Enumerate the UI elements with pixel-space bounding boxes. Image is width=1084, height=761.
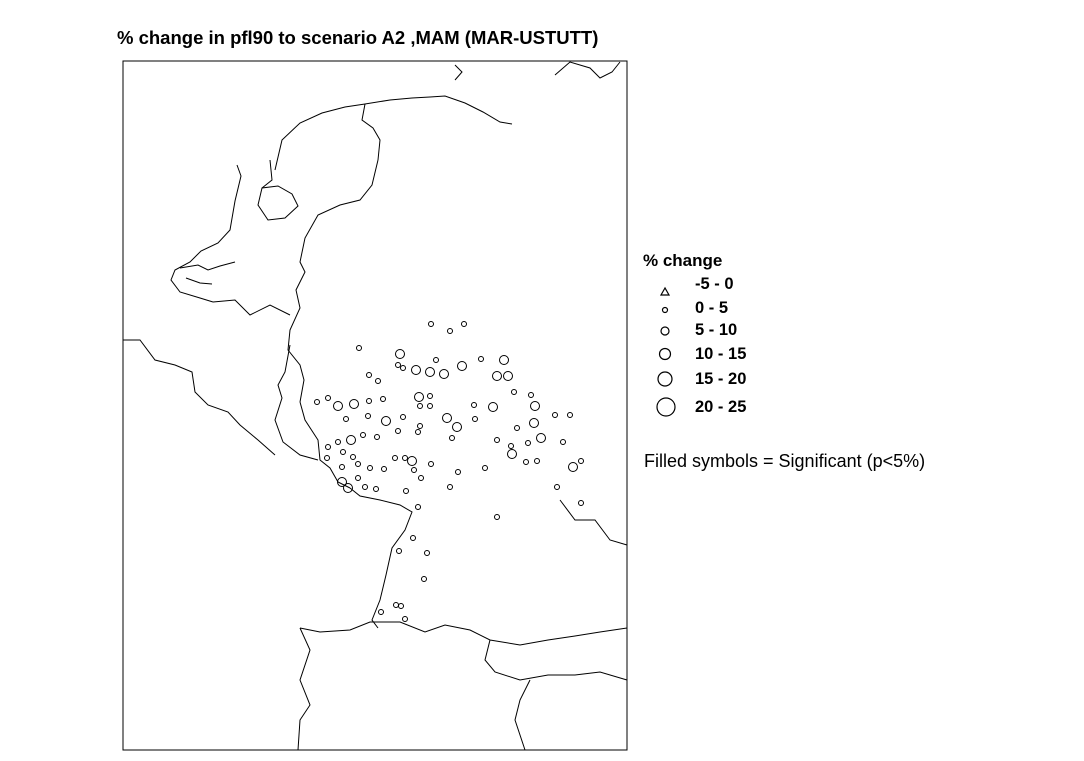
station-marker [344, 417, 349, 422]
station-marker [341, 450, 346, 455]
station-marker [396, 350, 405, 359]
station-marker [458, 362, 467, 371]
station-marker [443, 414, 452, 423]
border [275, 345, 318, 460]
station-marker [374, 487, 379, 492]
legend-label: 15 - 20 [695, 370, 747, 388]
station-marker [401, 366, 406, 371]
station-marker [326, 445, 331, 450]
circle-icon [658, 372, 672, 386]
station-marker [379, 610, 384, 615]
station-marker [434, 358, 439, 363]
station-marker [367, 399, 372, 404]
station-marker [473, 417, 478, 422]
station-marker [325, 456, 330, 461]
station-marker [530, 419, 539, 428]
significance-note: Filled symbols = Significant (p<5%) [644, 451, 926, 471]
legend-symbols [657, 288, 675, 416]
map-frame [123, 61, 627, 750]
station-marker [531, 402, 540, 411]
station-marker [315, 400, 320, 405]
station-marker [515, 426, 520, 431]
station-marker [568, 413, 573, 418]
circle-icon [657, 398, 675, 416]
station-marker [415, 393, 424, 402]
station-marker [579, 459, 584, 464]
station-marker [396, 429, 401, 434]
station-marker [425, 551, 430, 556]
station-marker [569, 463, 578, 472]
station-marker [508, 450, 517, 459]
station-marker [334, 402, 343, 411]
lake-outline [258, 186, 298, 220]
station-marker [462, 322, 467, 327]
station-marker [524, 460, 529, 465]
station-marker [382, 467, 387, 472]
triangle-icon [661, 288, 669, 295]
station-marker [537, 434, 546, 443]
station-marker [479, 357, 484, 362]
station-marker [375, 435, 380, 440]
station-marker [403, 456, 408, 461]
station-marker [397, 549, 402, 554]
border [300, 402, 350, 488]
coastline [171, 165, 241, 302]
border [298, 628, 310, 750]
circle-icon [663, 308, 668, 313]
station-marker [418, 424, 423, 429]
station-marker [512, 390, 517, 395]
coastline [262, 160, 272, 188]
coastline [362, 104, 380, 160]
border [213, 300, 290, 315]
station-marker [363, 485, 368, 490]
circle-icon [661, 327, 669, 335]
station-marker [356, 476, 361, 481]
station-marker [429, 322, 434, 327]
station-marker [450, 436, 455, 441]
station-marker [453, 423, 462, 432]
station-marker [366, 414, 371, 419]
station-marker [440, 370, 449, 379]
station-marker [368, 466, 373, 471]
station-marker [419, 476, 424, 481]
border [123, 340, 275, 455]
station-marker [356, 462, 361, 467]
legend-label: 0 - 5 [695, 299, 729, 317]
station-marker [529, 393, 534, 398]
station-marker [340, 465, 345, 470]
station-marker [504, 372, 513, 381]
border [300, 622, 627, 645]
station-marker [394, 603, 399, 608]
station-marker [361, 433, 366, 438]
station-marker [448, 329, 453, 334]
station-marker [553, 413, 558, 418]
border [350, 488, 412, 628]
station-marker [344, 484, 353, 493]
station-marker [412, 468, 417, 473]
circle-icon [660, 349, 671, 360]
station-marker [401, 415, 406, 420]
station-marker [429, 462, 434, 467]
station-marker [426, 368, 435, 377]
station-marker [428, 404, 433, 409]
station-marker [456, 470, 461, 475]
station-marker [509, 444, 514, 449]
station-marker [381, 397, 386, 402]
station-marker [326, 396, 331, 401]
station-marker [489, 403, 498, 412]
station-marker [422, 577, 427, 582]
border [288, 160, 378, 402]
legend-label: 5 - 10 [695, 321, 738, 339]
station-marker [403, 617, 408, 622]
legend-title: % change [643, 251, 723, 270]
legend-label: 20 - 25 [695, 398, 747, 416]
border [560, 500, 627, 545]
station-marker [561, 440, 566, 445]
station-marker [396, 363, 401, 368]
station-marker [382, 417, 391, 426]
station-marker [416, 505, 421, 510]
map-title: % change in pfl90 to scenario A2 ,MAM (MAR-USTUTT) [117, 27, 599, 48]
station-marker [483, 466, 488, 471]
station-marker [448, 485, 453, 490]
legend-label: -5 - 0 [695, 275, 734, 293]
station-marker [350, 400, 359, 409]
station-marker [500, 356, 509, 365]
station-marker [347, 436, 356, 445]
coastline [275, 96, 512, 170]
station-marker [495, 438, 500, 443]
coastline [186, 278, 212, 284]
station-marker [351, 455, 356, 460]
coastline [455, 65, 462, 80]
station-marker [336, 440, 341, 445]
station-marker [428, 394, 433, 399]
station-marker [526, 441, 531, 446]
border [515, 680, 530, 750]
station-marker [495, 515, 500, 520]
station-marker [411, 536, 416, 541]
border [485, 640, 627, 680]
station-marker [404, 489, 409, 494]
station-marker [376, 379, 381, 384]
legend-label: 10 - 15 [695, 345, 747, 363]
station-marker [579, 501, 584, 506]
station-marker [535, 459, 540, 464]
station-marker [412, 366, 421, 375]
station-marker [493, 372, 502, 381]
station-marker [418, 404, 423, 409]
station-marker [393, 456, 398, 461]
station-marker [367, 373, 372, 378]
station-marker [399, 604, 404, 609]
station-marker [472, 403, 477, 408]
station-markers [315, 322, 584, 622]
station-marker [357, 346, 362, 351]
coastline [555, 62, 620, 78]
station-marker [555, 485, 560, 490]
station-marker [416, 430, 421, 435]
station-marker [408, 457, 417, 466]
